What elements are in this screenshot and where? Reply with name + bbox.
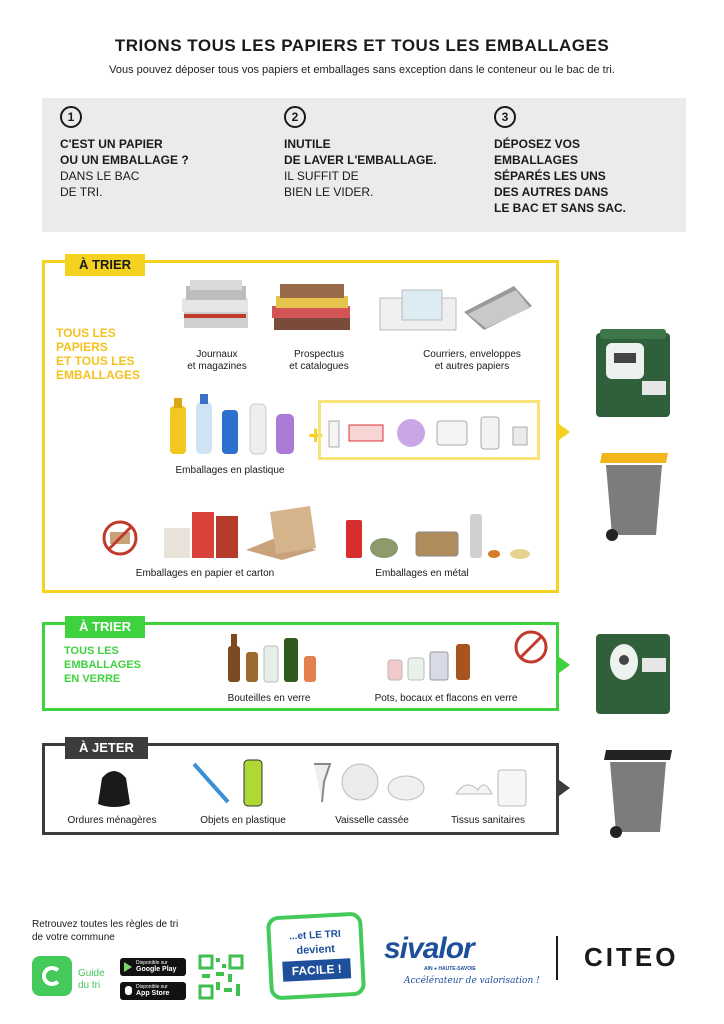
sanitary-tissues-icon: [452, 764, 532, 808]
app-store-button[interactable]: [120, 982, 186, 1000]
caption-plastic-objects: Objets en plastique: [200, 815, 286, 826]
metal-packaging-icon: [342, 508, 534, 562]
caption-catalogues: Prospectus et catalogues: [289, 349, 349, 372]
step-bold-text: DÉPOSEZ VOS EMBALLAGES SÉPARÉS LES UNS DES AUTRES DANS LE BAC ET SANS SAC.: [494, 137, 627, 215]
step-1: [60, 106, 260, 200]
google-play-button[interactable]: [120, 958, 186, 976]
caption-plastic: Emballages en plastique: [175, 465, 285, 476]
store-small-label: Disponible sur: [136, 984, 168, 990]
store-label: Google Play: [136, 966, 177, 973]
caption-metal: Emballages en métal: [375, 568, 469, 579]
page-subtitle: Vous pouvez déposer tous vos papiers et emballages sans exception dans le conteneur ou le bac de tri.: [109, 64, 615, 76]
no-box-icon: [102, 520, 138, 556]
section-tab: À TRIER: [65, 616, 145, 638]
caption-letters: Courriers, enveloppes et autres papiers: [423, 349, 521, 372]
store-small-label: Disponible sur: [136, 960, 168, 966]
carton-packaging-icon: [160, 506, 320, 560]
caption-broken-dishes: Vaisselle cassée: [335, 815, 409, 826]
step-number: 3: [494, 106, 516, 128]
badge-line-1: ...et LE TRI: [288, 928, 342, 943]
badge-line-3: FACILE !: [282, 958, 351, 982]
glass-container-icon: [592, 628, 674, 718]
glass-bottles-icon: [224, 630, 328, 684]
section-tab: À JETER: [65, 737, 148, 759]
caption-newspapers: Journaux et magazines: [187, 349, 247, 372]
letters-icon: [376, 282, 536, 334]
small-plastic-items-icon: [321, 403, 537, 457]
logo-divider: [556, 936, 558, 980]
step-number: 1: [60, 106, 82, 128]
page-title: TRIONS TOUS LES PAPIERS ET TOUS LES EMBALLAGES: [114, 36, 610, 55]
caption-carton: Emballages en papier et carton: [135, 568, 275, 579]
caption-household-waste: Ordures ménagères: [67, 815, 157, 826]
glass-jars-icon: [384, 640, 480, 684]
store-label: App Store: [136, 990, 170, 997]
household-waste-bin-icon: [600, 746, 674, 840]
step-text: IL SUFFIT DE BIEN LE VIDER.: [284, 169, 374, 199]
plastic-objects-icon: [190, 756, 270, 808]
catalogues-icon: [270, 280, 354, 334]
guide-tri-app-icon[interactable]: [32, 956, 72, 996]
no-glass-dish-icon: [514, 630, 548, 664]
badge-line-2: devient: [296, 943, 336, 958]
arrow-right-icon: [559, 424, 570, 440]
section-label: TOUS LES EMBALLAGES EN VERRE: [64, 645, 141, 685]
arrow-right-icon: [559, 657, 570, 673]
sivalor-logo: sivalor: [384, 932, 474, 965]
newspapers-icon: [180, 278, 252, 334]
small-plastic-group: [318, 400, 540, 460]
recycling-container-icon: [592, 325, 674, 421]
caption-glass-bottles: Bouteilles en verre: [227, 693, 311, 704]
yellow-lid-bin-icon: [596, 447, 670, 543]
step-bold-text: C'EST UN PAPIER OU UN EMBALLAGE ?: [60, 137, 189, 167]
caption-glass-jars: Pots, bocaux et flacons en verre: [374, 693, 518, 704]
qr-code-icon[interactable]: [198, 954, 244, 1000]
play-icon: [124, 962, 132, 972]
section-label: TOUS LES PAPIERS ET TOUS LES EMBALLAGES: [56, 326, 140, 382]
caption-sanitary-tissues: Tissus sanitaires: [450, 815, 526, 826]
arrow-right-icon: [559, 780, 570, 796]
tri-facile-badge: [266, 912, 366, 1001]
step-2: [284, 106, 484, 200]
sivalor-tagline: Accélérateur de valorisation !: [404, 976, 540, 986]
plus-icon: +: [308, 420, 324, 450]
steps-panel: [42, 98, 686, 232]
step-text: DANS LE BAC DE TRI.: [60, 169, 140, 199]
step-bold-text: INUTILE DE LAVER L'EMBALLAGE.: [284, 137, 437, 167]
citeo-logo: CITEO: [584, 942, 679, 972]
plastic-bottles-icon: [164, 394, 298, 456]
guide-tri-label: Guide du tri: [78, 968, 105, 991]
section-tab: À TRIER: [65, 254, 145, 276]
footer-text: Retrouvez toutes les règles de tri de votre commune: [32, 919, 179, 943]
broken-dishes-icon: [308, 760, 428, 806]
step-3: [494, 106, 694, 216]
trash-bag-icon: [94, 764, 134, 808]
step-number: 2: [284, 106, 306, 128]
sivalor-region: AIN ● HAUTE-SAVOIE: [424, 966, 476, 972]
apple-icon: [125, 986, 132, 995]
